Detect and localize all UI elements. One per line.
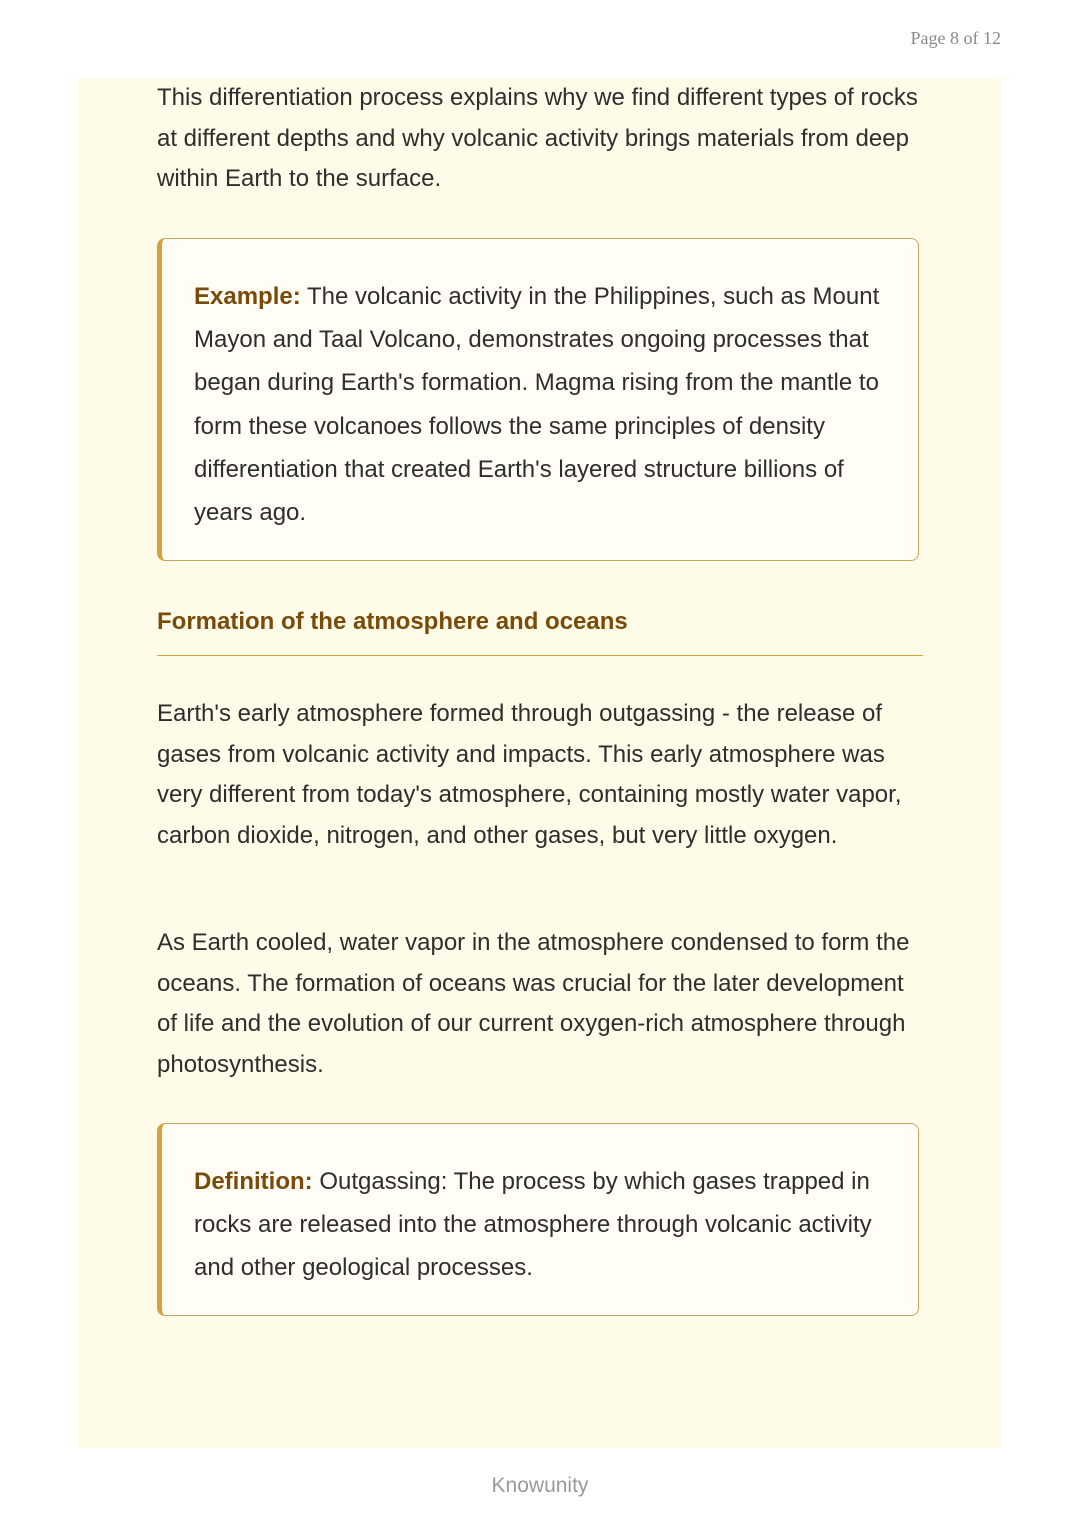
footer-brand: Knowunity	[491, 1474, 589, 1497]
intro-paragraph: This differentiation process explains why we find different types of rocks at different depths and why volcanic activity brings materials from deep within Earth to the surface.	[157, 84, 918, 192]
section-divider	[157, 655, 923, 656]
example-label: Example:	[194, 283, 301, 310]
section-paragraph-1: Earth's early atmosphere formed through outgassing - the release of gases from volcanic activity and impacts. This early atmosphere was very different from today's atmosphere, containing mostly water vapor, carbon dioxide, nitrogen, and other gases, but very little oxygen.	[157, 700, 902, 849]
definition-label: Definition:	[194, 1168, 313, 1195]
section-paragraph-2: As Earth cooled, water vapor in the atmosphere condensed to form the oceans. The formation of oceans was crucial for the later development of life and the evolution of our current oxygen-rich atmosphere through photosynthesis.	[157, 929, 910, 1078]
definition-text	[194, 1160, 884, 1290]
example-body: The volcanic activity in the Philippines, such as Mount Mayon and Taal Volcano, demonstrates ongoing processes that began during Earth's formation. Magma rising from the mantle to form these volcanoes follows the same principles of density differentiation that created Earth's layered structure billions of years ago.	[194, 283, 880, 527]
page-content	[78, 78, 1002, 1448]
example-text	[194, 275, 884, 534]
section-heading: Formation of the atmosphere and oceans	[157, 608, 628, 635]
definition-callout	[157, 1123, 919, 1316]
definition-body: Outgassing: The process by which gases trapped in rocks are released into the atmosphere through volcanic activity and other geological processes.	[194, 1168, 872, 1282]
example-callout	[157, 238, 919, 561]
page-number: Page 8 of 12	[910, 28, 1001, 48]
